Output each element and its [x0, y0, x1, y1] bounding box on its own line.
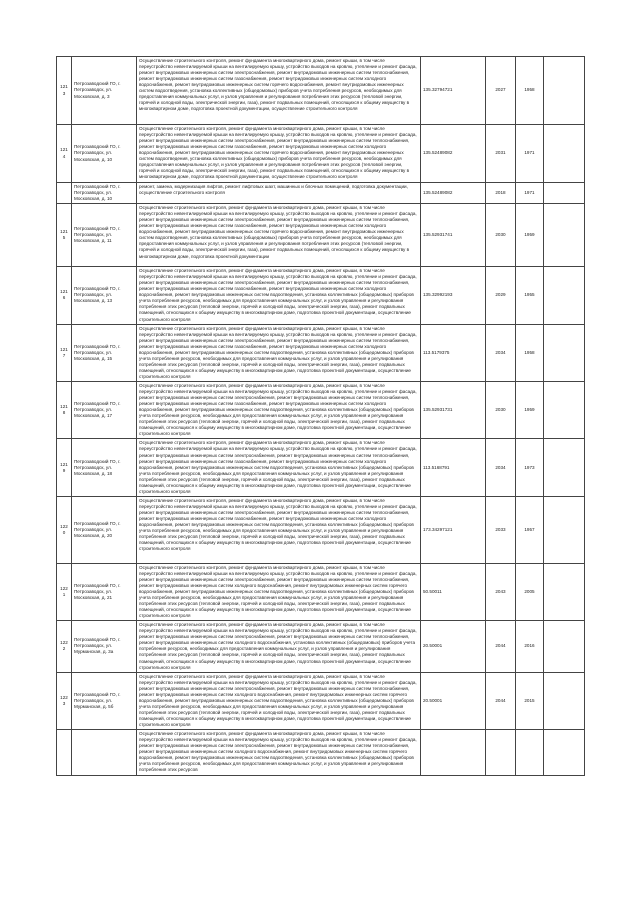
built-year-cell: 1955: [516, 267, 544, 324]
cost-cell: 135.52489082: [421, 125, 486, 183]
cost-cell: 20.50001: [421, 621, 486, 672]
empty-cell: [544, 439, 585, 496]
row-number-cell: 1217: [57, 324, 72, 381]
cost-cell: 20.50001: [421, 672, 486, 729]
empty-cell: [544, 672, 585, 729]
empty-cell: [544, 183, 585, 204]
start-year-cell: 2043: [486, 563, 516, 620]
table-row: [57, 57, 585, 125]
empty-cell: [544, 125, 585, 183]
table-row: [57, 183, 585, 204]
document-page: [56, 56, 584, 776]
table-row: [57, 204, 585, 267]
row-number-cell: 1223: [57, 672, 72, 729]
work-description-cell: Осуществление строительного контроля, ремонт фундамента многоквартирного дома, ремонт крыши, в том числе переустройство невентилируемой крыши на вентилируемую крышу, устройство выходов на кровлю, утепление и ремонт фасада, ремонт внутридомовых инженерных систем электроснабжения, ремонт внутридомовых инженерных систем теплоснабжения, ремонт внутридомовых инженерных систем холодного водоснабжения, ремонт внутридомовых инженерных систем горячего водоснабжения, ремонт внутридомовых инженерных систем водоотведения, установка коллективных (общедомовых) приборов учета потребления ресурсов, необходимых для предоставления коммунальных услуг, и узлов управления и регулирования потребления этих ресурсов (тепловой энергии, горячей и холодной воды, электрической энергии, газа), ремонт подвальных помещений, относящихся к общему имуществу в многоквартирном доме, подготовка проектной документации, осуществление строительного контроля: [137, 563, 421, 620]
address-cell: Петрозаводский ГО, г. Петрозаводск, ул. Московская, д. 21: [72, 563, 137, 620]
built-year-cell: 1959: [516, 204, 544, 267]
work-description-cell: Осуществление строительного контроля, ремонт фундамента многоквартирного дома, ремонт крыши, в том числе переустройство невентилируемой крыши на вентилируемую крышу, устройство выходов на кровлю, утепление и ремонт фасада, ремонт внутридомовых инженерных систем электроснабжения, ремонт внутридомовых инженерных систем теплоснабжения, ремонт внутридомовых инженерных систем холодного водоснабжения, ремонт внутридомовых инженерных систем горячего водоснабжения, ремонт внутридомовых инженерных систем водоотведения, установка коллективных (общедомовых) приборов учета потребления ресурсов, необходимых для предоставления коммунальных услуг, и узлов управления и регулирования потребления этих ресурсов (тепловой энергии, горячей и холодной воды, электрической энергии, газа), ремонт подвальных помещений, относящихся к общему имуществу в многоквартирном доме, подготовка проектной документации, осуществление строительного контроля: [137, 672, 421, 729]
cost-cell: 135.52489082: [421, 183, 486, 204]
cost-cell: 135.52931731: [421, 381, 486, 438]
work-description-cell: Осуществление строительного контроля, ремонт фундамента многоквартирного дома, ремонт крыши, в том числе переустройство невентилируемой крыши на вентилируемую крышу, устройство выходов на кровлю, утепление и ремонт фасада, ремонт внутридомовых инженерных систем электроснабжения, ремонт внутридомовых инженерных систем теплоснабжения, ремонт внутридомовых инженерных систем газоснабжения, ремонт внутридомовых инженерных систем холодного водоснабжения, ремонт внутридомовых инженерных систем водоотведения, установка коллективных (общедомовых) приборов учета потребления ресурсов, необходимых для предоставления коммунальных услуг, и узлов управления и регулирования потребления этих ресурсов (тепловой энергии, горячей и холодной воды, электрической энергии, газа), ремонт подвальных помещений, относящихся к общему имуществу в многоквартирном доме, подготовка проектной документации, осуществление строительного контроля: [137, 496, 421, 563]
address-cell: Петрозаводский ГО, г. Петрозаводск, ул. Московская, д. 20: [72, 496, 137, 563]
address-cell: Петрозаводский ГО, г. Петрозаводск, ул. Московская, д. 3: [72, 57, 137, 125]
start-year-cell: 2029: [486, 267, 516, 324]
start-year-cell: 2034: [486, 439, 516, 496]
built-year-cell: 1971: [516, 183, 544, 204]
address-cell: Петрозаводский ГО, г. Петрозаводск, ул. Московская, д. 10: [72, 183, 137, 204]
table-body: [57, 57, 585, 776]
address-cell: Петрозаводский ГО, г. Петрозаводск, ул. Мурманская, д. 3а: [72, 621, 137, 672]
table-row: [57, 621, 585, 672]
row-number-cell: 1222: [57, 621, 72, 672]
built-year-cell: 2005: [516, 563, 544, 620]
row-number-cell: [57, 183, 72, 204]
address-cell: Петрозаводский ГО, г. Петрозаводск, ул. Московская, д. 17: [72, 381, 137, 438]
table-row: [57, 267, 585, 324]
built-year-cell: 1959: [516, 381, 544, 438]
cost-cell: 113.5168791: [421, 439, 486, 496]
work-description-cell: Осуществление строительного контроля, ремонт фундамента многоквартирного дома, ремонт крыши, в том числе переустройство невентилируемой крыши на вентилируемую крышу, устройство выходов на кровлю, утепление и ремонт фасада, ремонт внутридомовых инженерных систем электроснабжения, ремонт внутридомовых инженерных систем теплоснабжения, ремонт внутридомовых инженерных систем газоснабжения, ремонт внутридомовых инженерных систем холодного водоснабжения, ремонт внутридомовых инженерных систем горячего водоснабжения, ремонт внутридомовых инженерных систем водоотведения, установка коллективных (общедомовых) приборов учета потребления ресурсов, необходимых для предоставления коммунальных услуг, и узлов управления и регулирования потребления этих ресурсов (тепловой энергии, горячей и холодной воды, электрической энергии, газа), ремонт подвальных помещений, относящихся к общему имуществу в многоквартирном доме, подготовка проектной документации: [137, 204, 421, 267]
empty-cell: [544, 621, 585, 672]
empty-cell: [544, 381, 585, 438]
address-cell: Петрозаводский ГО, г. Петрозаводск, ул. Мурманская, д. 5б: [72, 672, 137, 729]
built-year-cell: 1958: [516, 57, 544, 125]
built-year-cell: 1971: [516, 125, 544, 183]
empty-cell: [544, 204, 585, 267]
table-row: [57, 563, 585, 620]
row-number-cell: 1219: [57, 439, 72, 496]
built-year-cell: 1958: [516, 324, 544, 381]
address-cell: Петрозаводский ГО, г. Петрозаводск, ул. Московская, д. 11: [72, 204, 137, 267]
table-row: [57, 672, 585, 729]
address-cell: Петрозаводский ГО, г. Петрозаводск, ул. Московская, д. 13: [72, 267, 137, 324]
address-cell: Петрозаводский ГО, г. Петрозаводск, ул. Московская, д. 18: [72, 439, 137, 496]
table-row: [57, 381, 585, 438]
empty-cell: [544, 324, 585, 381]
table-row: [57, 496, 585, 563]
work-description-cell: Осуществление строительного контроля, ремонт фундамента многоквартирного дома, ремонт крыши, в том числе переустройство невентилируемой крыши на вентилируемую крышу, устройство выходов на кровлю, утепление и ремонт фасада, ремонт внутридомовых инженерных систем электроснабжения, ремонт внутридомовых инженерных систем теплоснабжения, ремонт внутридомовых инженерных систем газоснабжения, ремонт внутридомовых инженерных систем холодного водоснабжения, ремонт внутридомовых инженерных систем водоотведения, установка коллективных (общедомовых) приборов учета потребления ресурсов, необходимых для предоставления коммунальных услуг, и узлов управления и регулирования потребления этих ресурсов (тепловой энергии, горячей и холодной воды, электрической энергии, газа), ремонт подвальных помещений, относящихся к общему имуществу в многоквартирном доме, подготовка проектной документации, осуществление строительного контроля: [137, 324, 421, 381]
start-year-cell: 2034: [486, 324, 516, 381]
row-number-cell: 1214: [57, 125, 72, 183]
built-year-cell: 2016: [516, 621, 544, 672]
table-row: [57, 324, 585, 381]
start-year-cell: 2030: [486, 204, 516, 267]
work-description-cell: Осуществление строительного контроля, ремонт фундамента многоквартирного дома, ремонт крыши, в том числе переустройство невентилируемой крыши на вентилируемую крышу, устройство выходов на кровлю, утепление и ремонт фасада, ремонт внутридомовых инженерных систем электроснабжения, ремонт внутридомовых инженерных систем теплоснабжения, ремонт внутридомовых инженерных систем газоснабжения, ремонт внутридомовых инженерных систем холодного водоснабжения, ремонт внутридомовых инженерных систем водоотведения, установка коллективных (общедомовых) приборов учета потребления ресурсов, необходимых для предоставления коммунальных услуг, и узлов управления и регулирования потребления этих ресурсов (тепловой энергии, горячей и холодной воды, электрической энергии, газа), ремонт подвальных помещений, относящихся к общему имуществу в многоквартирном доме, подготовка проектной документации, осуществление строительного контроля: [137, 267, 421, 324]
empty-cell: [544, 267, 585, 324]
built-year-cell: 1973: [516, 439, 544, 496]
cost-cell: 135.32794721: [421, 57, 486, 125]
built-year-cell: 2015: [516, 672, 544, 729]
work-description-cell: Осуществление строительного контроля, ремонт фундамента многоквартирного дома, ремонт крыши, в том числе переустройство невентилируемой крыши на вентилируемую крышу, устройство выходов на кровлю, утепление и ремонт фасада, ремонт внутридомовых инженерных систем электроснабжения, ремонт внутридомовых инженерных систем теплоснабжения, ремонт внутридомовых инженерных систем холодного водоснабжения, ремонт внутридомовых инженерных систем горячего водоснабжения, ремонт внутридомовых инженерных систем водоотведения, установка коллективных (общедомовых) приборов учета потребления ресурсов, необходимых для предоставления коммунальных услуг, и узлов управления и регулирования потребления этих ресурсов: [137, 730, 421, 776]
work-description-cell: Осуществление строительного контроля, ремонт фундамента многоквартирного дома, ремонт крыши, в том числе переустройство невентилируемой крыши на вентилируемую крышу, устройство выходов на кровлю, утепление и ремонт фасада, ремонт внутридомовых инженерных систем электроснабжения, ремонт внутридомовых инженерных систем теплоснабжения, ремонт внутридомовых инженерных систем газоснабжения, ремонт внутридомовых инженерных систем холодного водоснабжения, ремонт внутридомовых инженерных систем водоотведения, установка коллективных (общедомовых) приборов учета потребления ресурсов, необходимых для предоставления коммунальных услуг, и узлов управления и регулирования потребления этих ресурсов (тепловой энергии, горячей и холодной воды, электрической энергии, газа), ремонт подвальных помещений, относящихся к общему имуществу в многоквартирном доме, подготовка проектной документации, осуществление строительного контроля: [137, 381, 421, 438]
table-row: [57, 125, 585, 183]
work-description-cell: Осуществление строительного контроля, ремонт фундамента многоквартирного дома, ремонт крыши, в том числе переустройство невентилируемой крыши на вентилируемую крышу, устройство выходов на кровлю, утепление и ремонт фасада, ремонт внутридомовых инженерных систем электроснабжения, ремонт внутридомовых инженерных систем теплоснабжения, ремонт внутридомовых инженерных систем газоснабжения, ремонт внутридомовых инженерных систем холодного водоснабжения, ремонт внутридомовых инженерных систем горячего водоснабжения, ремонт внутридомовых инженерных систем водоотведения, установка коллективных (общедомовых) приборов учета потребления ресурсов, необходимых для предоставления коммунальных услуг, и узлов управления и регулирования потребления этих ресурсов (тепловой энергии, горячей и холодной воды, электрической энергии, газа), ремонт подвальных помещений, относящихся к общему имуществу в многоквартирном доме, подготовка проектной документации, осуществление строительного контроля: [137, 125, 421, 183]
cost-cell: 113.5179375: [421, 324, 486, 381]
row-number-cell: 1216: [57, 267, 72, 324]
row-number-cell: 1221: [57, 563, 72, 620]
cost-cell: [421, 730, 486, 776]
built-year-cell: [516, 730, 544, 776]
work-description-cell: Осуществление строительного контроля, ремонт фундамента многоквартирного дома, ремонт крыши, в том числе переустройство невентилируемой крыши на вентилируемую крышу, устройство выходов на кровлю, утепление и ремонт фасада, ремонт внутридомовых инженерных систем электроснабжения, ремонт внутридомовых инженерных систем теплоснабжения, ремонт внутридомовых инженерных систем газоснабжения, ремонт внутридомовых инженерных систем холодного водоснабжения, ремонт внутридомовых инженерных систем водоотведения, установка коллективных (общедомовых) приборов учета потребления ресурсов, необходимых для предоставления коммунальных услуг, и узлов управления и регулирования потребления этих ресурсов (тепловой энергии, горячей и холодной воды, электрической энергии, газа), ремонт подвальных помещений, относящихся к общему имуществу в многоквартирном доме, подготовка проектной документации, осуществление строительного контроля: [137, 439, 421, 496]
row-number-cell: 1215: [57, 204, 72, 267]
start-year-cell: 2033: [486, 496, 516, 563]
address-cell: Петрозаводский ГО, г. Петрозаводск, ул. Московская, д. 15: [72, 324, 137, 381]
empty-cell: [544, 496, 585, 563]
row-number-cell: 1220: [57, 496, 72, 563]
empty-cell: [544, 730, 585, 776]
work-description-cell: ремонт, замена, модернизация лифтов, ремонт лифтовых шахт, машинных и блочных помещений, подготовка документации, осуществление строительного контроля: [137, 183, 421, 204]
cost-cell: 50.50011: [421, 563, 486, 620]
address-cell: Петрозаводский ГО, г. Петрозаводск, ул. Московская, д. 10: [72, 125, 137, 183]
row-number-cell: 1213: [57, 57, 72, 125]
table-row: [57, 730, 585, 776]
cost-cell: 173.34297121: [421, 496, 486, 563]
row-number-cell: [57, 730, 72, 776]
row-number-cell: 1218: [57, 381, 72, 438]
start-year-cell: 2044: [486, 672, 516, 729]
start-year-cell: 2018: [486, 183, 516, 204]
empty-cell: [544, 563, 585, 620]
start-year-cell: 2030: [486, 381, 516, 438]
start-year-cell: [486, 730, 516, 776]
start-year-cell: 2044: [486, 621, 516, 672]
start-year-cell: 2031: [486, 125, 516, 183]
empty-cell: [544, 57, 585, 125]
repair-program-table: [56, 56, 585, 776]
cost-cell: 135.52931741: [421, 204, 486, 267]
built-year-cell: 1957: [516, 496, 544, 563]
work-description-cell: Осуществление строительного контроля, ремонт фундамента многоквартирного дома, ремонт крыши, в том числе переустройство невентилируемой крыши на вентилируемую крышу, устройство выходов на кровлю, утепление и ремонт фасада, ремонт внутридомовых инженерных систем электроснабжения, ремонт внутридомовых инженерных систем теплоснабжения, ремонт внутридомовых инженерных систем газоснабжения, ремонт внутридомовых инженерных систем холодного водоснабжения, ремонт внутридомовых инженерных систем горячего водоснабжения, ремонт внутридомовых инженерных систем водоотведения, установка коллективных (общедомовых) приборов учета потребления ресурсов, необходимых для предоставления коммунальных услуг, и узлов управления и регулирования потребления этих ресурсов (тепловой энергии, горячей и холодной воды, электрической энергии, газа), ремонт подвальных помещений, относящихся к общему имуществу в многоквартирном доме, подготовка проектной документации, осуществление строительного контроля: [137, 57, 421, 125]
cost-cell: 135.32992193: [421, 267, 486, 324]
address-cell: [72, 730, 137, 776]
table-row: [57, 439, 585, 496]
work-description-cell: Осуществление строительного контроля, ремонт фундамента многоквартирного дома, ремонт крыши, в том числе переустройство невентилируемой крыши на вентилируемую крышу, устройство выходов на кровлю, утепление и ремонт фасада, ремонт внутридомовых инженерных систем электроснабжения, ремонт внутридомовых инженерных систем теплоснабжения, ремонт внутридомовых инженерных систем холодного водоснабжения, установка коллективных (общедомовых) приборов учета потребления ресурсов, необходимых для предоставления коммунальных услуг, и узлов управления и регулирования потребления этих ресурсов (тепловой энергии, горячей и холодной воды, электрической энергии, газа), ремонт подвальных помещений, относящихся к общему имуществу в многоквартирном доме, подготовка проектной документации, осуществление строительного контроля: [137, 621, 421, 672]
start-year-cell: 2027: [486, 57, 516, 125]
